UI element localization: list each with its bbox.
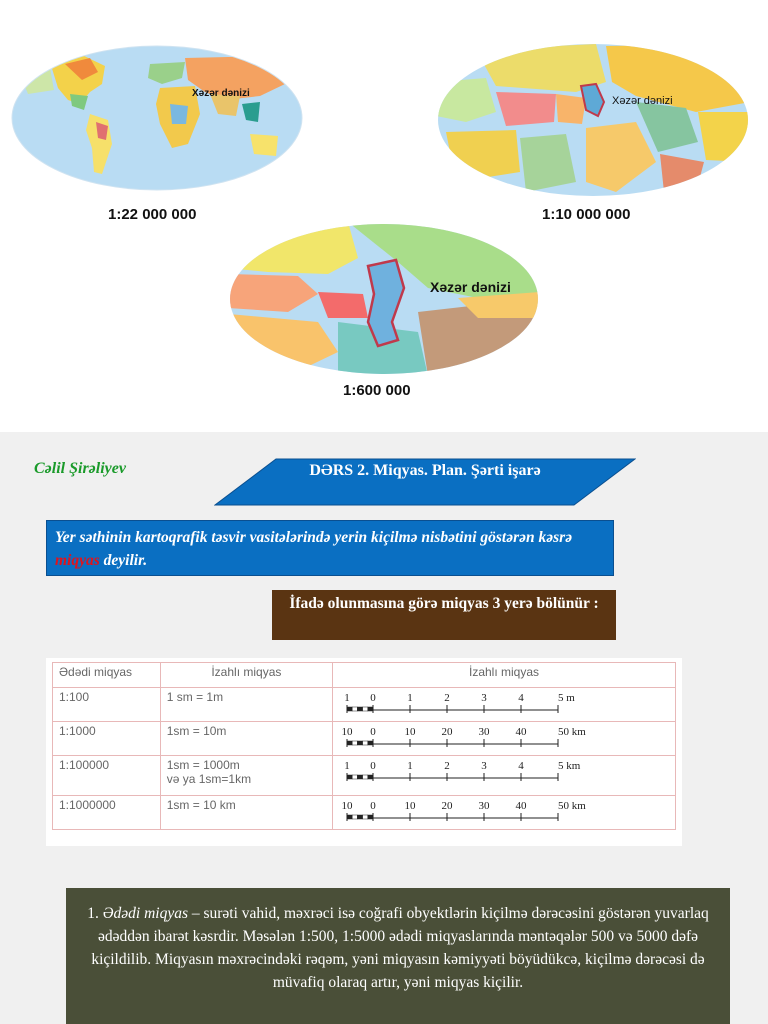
explained-cell: 1sm = 10m (160, 722, 332, 756)
scale-bar-tick-label: 10 (404, 800, 416, 812)
table-row (53, 796, 676, 830)
scale-bar (339, 724, 669, 752)
scale-bar-tick-label: 1 (344, 692, 350, 704)
scale-bar-tick-label: 30 (478, 800, 490, 812)
definition-text: Yer səthinin kartoqrafik təsvir vasitələrində yerin kiçilmə nisbətini göstərən kəsrə (55, 529, 573, 546)
table-row (53, 756, 676, 796)
scale-bar-segment (363, 775, 368, 779)
scale-bar-tick-label: 30 (478, 726, 490, 738)
map2-scale: 1:10 000 000 (542, 206, 631, 223)
author-name: Cəlil Şirəliyev (34, 460, 126, 477)
scale-table-panel (46, 658, 682, 846)
scale-bar-segment (347, 741, 352, 745)
explanation-number: 1. (87, 905, 99, 922)
linear-scale-cell (333, 796, 676, 830)
scale-bar-tick-label: 20 (441, 800, 453, 812)
scale-bar-tick-label: 20 (441, 726, 453, 738)
scale-bar-tick-label: 1 (407, 760, 413, 772)
definition-box (46, 520, 614, 576)
definition-highlight: miqyas (55, 552, 100, 569)
header-explained: İzahlı miqyas (160, 663, 332, 688)
scale-table (52, 662, 676, 830)
explained-cell: 1 sm = 1m (160, 688, 332, 722)
scale-bar-segment (368, 775, 373, 779)
explanation-box (66, 888, 730, 1024)
explanation-term: Ədədi miqyas (102, 905, 188, 922)
explained-line-1: 1sm = 1000m (166, 758, 240, 772)
scale-bar (339, 798, 669, 826)
linear-scale-cell (333, 688, 676, 722)
scale-bar-segment (357, 775, 362, 779)
scale-bar-tick-label: 10 (341, 726, 353, 738)
scale-bar-segment (357, 707, 362, 711)
scale-bar-tick-label: 10 (341, 800, 353, 812)
scale-bar-tick-label: 4 (518, 692, 524, 704)
scale-bar-segment (347, 775, 352, 779)
lesson-title: DƏRS 2. Miqyas. Plan. Şərti işarə (309, 462, 541, 479)
scale-bar-segment (368, 815, 373, 819)
linear-scale-cell (333, 756, 676, 796)
scale-bar-tick-label: 3 (481, 760, 487, 772)
scale-bar-segment (357, 741, 362, 745)
header-numeric: Ədədi miqyas (53, 663, 161, 688)
scale-bar (339, 690, 669, 718)
scale-bar-tick-label: 50 km (558, 726, 586, 738)
linear-scale-cell (333, 722, 676, 756)
maps-section (0, 0, 768, 432)
scale-bar-tick-label: 0 (370, 760, 376, 772)
map3-scale: 1:600 000 (343, 382, 411, 399)
scale-bar-tick-label: 50 km (558, 800, 586, 812)
scale-bar-segment (363, 741, 368, 745)
scale-bar-tick-label: 40 (515, 726, 527, 738)
scale-bar-segment (352, 815, 357, 819)
scale-bar-segment (352, 707, 357, 711)
map2-label: Xəzər dənizi (612, 95, 673, 107)
numeric-cell: 1:100000 (53, 756, 161, 796)
table-row (53, 688, 676, 722)
explained-cell: 1sm = 10 km (160, 796, 332, 830)
scale-bar-tick-label: 3 (481, 692, 487, 704)
scale-bar-segment (352, 741, 357, 745)
scale-bar-segment (357, 815, 362, 819)
scale-bar-tick-label: 5 m (558, 692, 575, 704)
scale-bar-tick-label: 40 (515, 800, 527, 812)
scale-bar-tick-label: 10 (404, 726, 416, 738)
scale-bar-tick-label: 2 (444, 692, 450, 704)
table-row (53, 722, 676, 756)
numeric-cell: 1:1000 (53, 722, 161, 756)
explained-cell (160, 756, 332, 796)
scale-bar-tick-label: 0 (370, 726, 376, 738)
scale-bar-segment (368, 707, 373, 711)
map3-label: Xəzər dənizi (430, 279, 511, 295)
world-map (10, 44, 304, 192)
definition-end: deyilir. (99, 552, 148, 569)
scale-bar-segment (363, 707, 368, 711)
header-linear: İzahlı miqyas (333, 663, 676, 688)
map1-label: Xəzər dənizi (192, 88, 250, 99)
scale-bar-tick-label: 0 (370, 800, 376, 812)
map1-scale: 1:22 000 000 (108, 206, 197, 223)
scale-bar-tick-label: 1 (344, 760, 350, 772)
scale-bar-segment (347, 707, 352, 711)
scale-bar-tick-label: 5 km (558, 760, 581, 772)
scale-bar-tick-label: 1 (407, 692, 413, 704)
numeric-cell: 1:100 (53, 688, 161, 722)
caspian-map (228, 222, 540, 376)
scale-bar-tick-label: 0 (370, 692, 376, 704)
scale-bar-segment (347, 815, 352, 819)
scale-bar (339, 758, 669, 786)
scale-bar-segment (363, 815, 368, 819)
numeric-cell: 1:1000000 (53, 796, 161, 830)
scale-bar-segment (352, 775, 357, 779)
explanation-text: – surəti vahid, məxrəci isə coğrafi obyektlərin kiçilmə dərəcəsini göstərən yuvarlaq ədəddən ibarət kəsrdir. Məsələn 1:500, 1:5000 ədədi miqyaslarında məntəqələr 500 və 5000 dəfə kiçildilib. Miqyasın məxrəcindəki rəqəm, yəni miqyasın kəmiyyəti böyüdükcə, kiçilmə dərəcəsi də müvafiq olaraq artır, yəni miqyas kiçilir. (91, 905, 709, 991)
scale-types-box: İfadə olunmasına görə miqyas 3 yerə bölünür : (272, 590, 616, 640)
region-map (436, 42, 750, 198)
scale-bar-segment (368, 741, 373, 745)
scale-bar-tick-label: 4 (518, 760, 524, 772)
explained-line-2: və ya 1sm=1km (166, 772, 252, 786)
scale-bar-tick-label: 2 (444, 760, 450, 772)
